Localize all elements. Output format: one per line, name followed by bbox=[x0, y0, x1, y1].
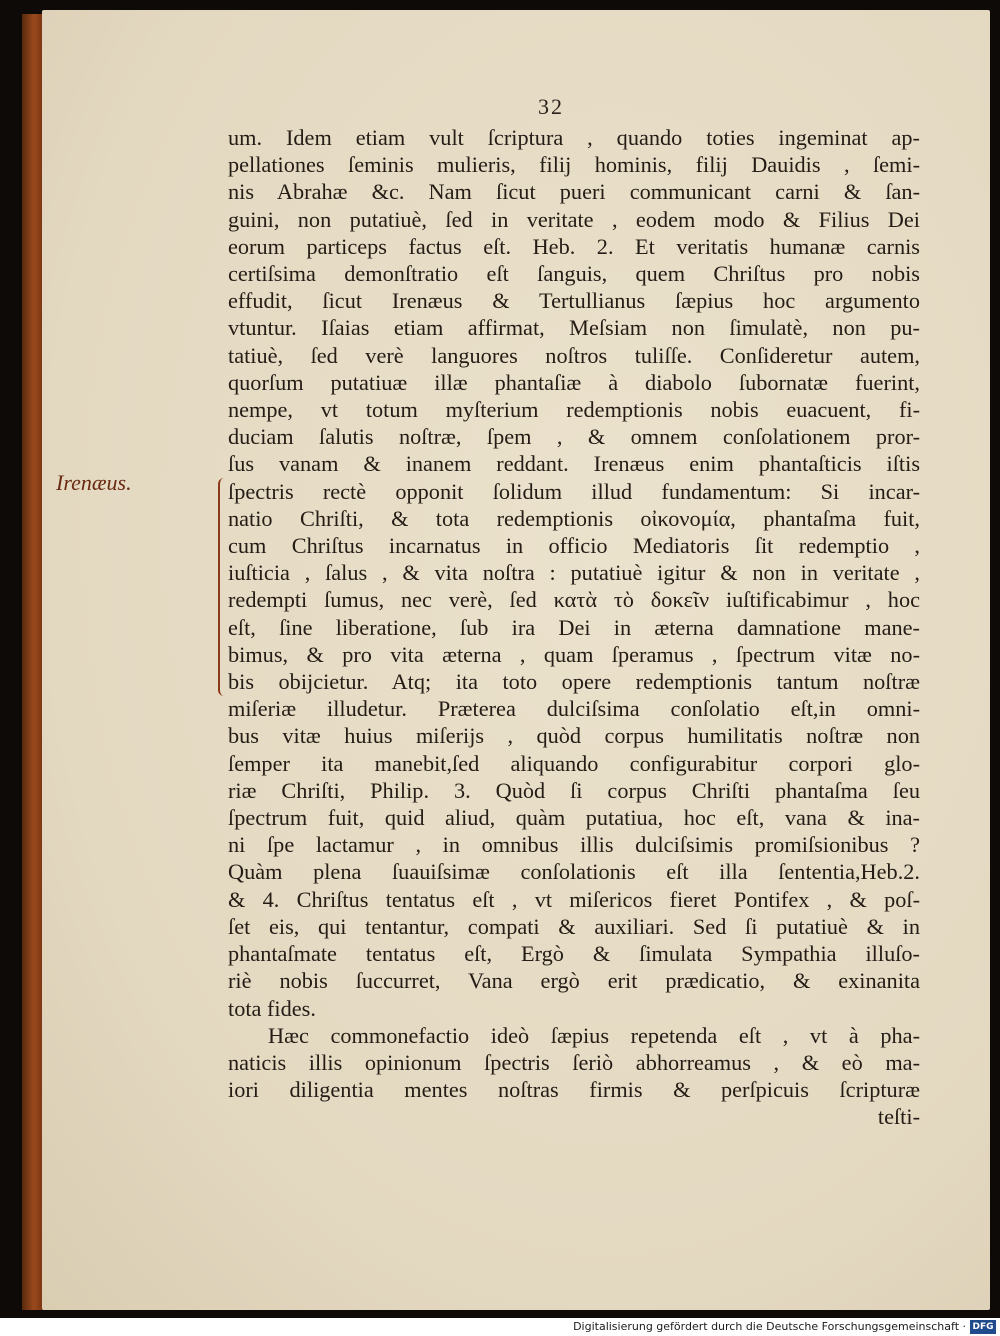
text-line: duciam ſalutis noſtræ, ſpem , & omnem conſolationem pror- bbox=[228, 424, 920, 450]
footer-bar bbox=[0, 1318, 1000, 1336]
text-line: ſus vanam & inanem reddant. Irenæus enim phantaſticis iſtis bbox=[228, 451, 920, 477]
text-line: naticis illis opinionum ſpectris ſeriò abhorreamus , & eò ma- bbox=[228, 1049, 920, 1075]
text-line: ſpectrum fuit, quid aliud, quàm putatiua, hoc eſt, vana & ina- bbox=[228, 805, 920, 831]
text-line: vtuntur. Iſaias etiam affirmat, Meſsiam non ſimulatè, non pu- bbox=[228, 315, 920, 341]
text-line: iuſticia , ſalus , & vita noſtra : putatiuè igitur & non in veritate , bbox=[228, 560, 920, 586]
text-line: tatiuè, ſed verè languores noſtros tuliſſe. Conſideretur autem, bbox=[228, 342, 920, 368]
text-line: iori diligentia mentes noſtras firmis & perſpicuis ſcripturæ bbox=[228, 1077, 920, 1103]
text-line: bus vitæ huius miſerijs , quòd corpus humilitatis noſtræ non bbox=[228, 723, 920, 749]
text-line: & 4. Chriſtus tentatus eſt , vt miſericos fieret Pontifex , & poſ- bbox=[228, 886, 920, 912]
text-line: Quàm plena ſuauiſsimæ conſolationis eſt illa ſententia,Heb.2. bbox=[228, 859, 920, 885]
text-line: nempe, vt totum myſterium redemptionis nobis euacuent, fi- bbox=[228, 397, 920, 423]
text-line: riè nobis ſuccurret, Vana ergò erit prædicatio, & exinanita bbox=[228, 968, 920, 994]
text-line: um. Idem etiam vult ſcriptura , quando toties ingeminat ap- bbox=[228, 125, 920, 150]
text-line: quorſum putatiuæ illæ phantaſiæ à diabolo ſubornatæ fuerint, bbox=[228, 369, 920, 395]
text-line: miſeriæ illudetur. Præterea dulciſsima conſolatio eſt,in omni- bbox=[228, 696, 920, 722]
text-line: certiſsima demonſtratio eſt ſanguis, quem Chriſtus pro nobis bbox=[228, 261, 920, 287]
text-line: cum Chriſtus incarnatus in officio Mediatoris ſit redemptio , bbox=[228, 533, 920, 559]
text-line: redempti ſumus, nec verè, ſed κατὰ τὸ δοκεῖν iuſtificabimur , hoc bbox=[228, 587, 920, 613]
text-line: guini, non putatiuè, ſed in veritate , eodem modo & Filius Dei bbox=[228, 206, 920, 232]
footer-credit: Digitalisierung gefördert durch die Deutsche Forschungsgemeinschaft · bbox=[573, 1320, 966, 1333]
page-number: 32 bbox=[538, 94, 564, 119]
text-line: riæ Chriſti, Philip. 3. Quòd ſi corpus Chriſti phantaſma ſeu bbox=[228, 777, 920, 803]
text-line: phantaſmate tentatus eſt, Ergò & ſimulata Sympathia illuſo- bbox=[228, 941, 920, 967]
text-line: ni ſpe lactamur , in omnibus illis dulciſsimis promiſsionibus ? bbox=[228, 832, 920, 858]
text-line: ſpectris rectè opponit ſolidum illud fundamentum: Si incar- bbox=[228, 478, 920, 504]
text-line: Hæc commonefactio ideò ſæpius repetenda eſt , vt à pha- bbox=[268, 1022, 920, 1048]
text-line: ſet eis, qui tentantur, compati & auxiliari. Sed ſi putatiuè & in bbox=[228, 913, 920, 939]
text-line: pellationes ſeminis mulieris, filij hominis, filij Dauidis , ſemi- bbox=[228, 152, 920, 178]
dfg-logo: DFG bbox=[970, 1320, 996, 1334]
text-line: bimus, & pro vita æterna , quam ſperamus , ſpectrum vitæ no- bbox=[228, 641, 920, 667]
text-line: eſt, ſine liberatione, ſub ira Dei in æterna damnatione mane- bbox=[228, 614, 920, 640]
text-line: bis obijcietur. Atq; ita toto opere redemptionis tantum noſtræ bbox=[228, 669, 920, 695]
text-line: nis Abrahæ &c. Nam ſicut pueri communicant carni & ſan- bbox=[228, 179, 920, 205]
text-line: natio Chriſti, & tota redemptionis οἰκονομία, phantaſma fuit, bbox=[228, 505, 920, 531]
margin-note: Irenæus. bbox=[56, 470, 132, 495]
catchword: teſti- bbox=[877, 1104, 920, 1130]
body-text bbox=[228, 124, 920, 1131]
text-line: ſemper ita manebit,ſed aliquando configurabitur corpori glo- bbox=[228, 750, 920, 776]
text-line: effudit, ſicut Irenæus & Tertullianus ſæpius hoc argumento bbox=[228, 288, 920, 314]
text-line: eorum particeps factus eſt. Heb. 2. Et veritatis humanæ carnis bbox=[228, 233, 920, 259]
text-line: tota fides. bbox=[228, 995, 316, 1021]
